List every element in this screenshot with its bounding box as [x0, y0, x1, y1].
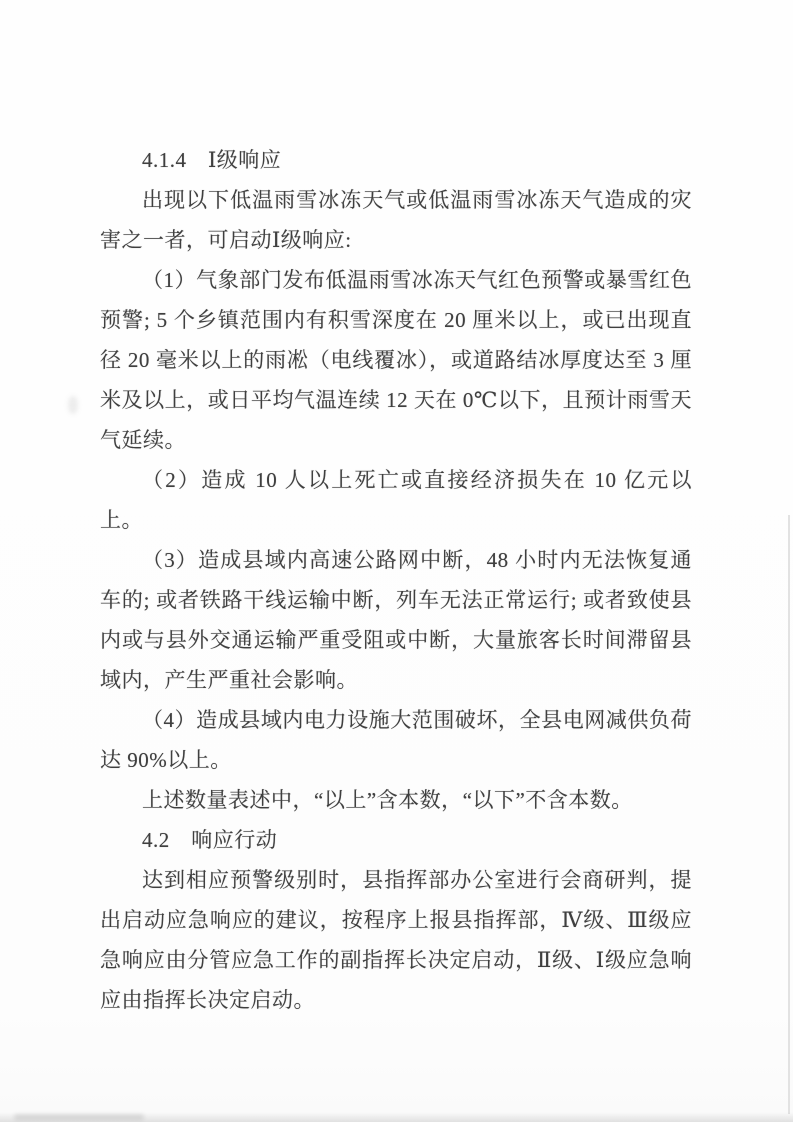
scan-bottom-left-smudge: [14, 1114, 144, 1120]
scan-right-edge-shadow: [788, 515, 790, 1114]
paragraph-condition-2: （2）造成 10 人以上死亡或直接经济损失在 10 亿元以上。: [100, 468, 692, 532]
paragraph-quantity-note: 上述数量表述中，“以上”含本数，“以下”不含本数。: [142, 788, 633, 812]
section-heading-4-2: 4.2 响应行动: [142, 828, 278, 852]
paragraph-condition-3: （3）造成县域内高速公路网中断，48 小时内无法恢复通车的; 或者铁路干线运输中断，列车无法正常运行; 或者致使县内或与县外交通运输严重受阻或中断，大量旅客长时间滞留县域内，产生严重社会影响。: [100, 548, 692, 692]
paragraph-condition-4: （4）造成县域内电力设施大范围破坏，全县电网减供负荷达 90%以上。: [100, 708, 692, 772]
paragraph-condition-1: （1）气象部门发布低温雨雪冰冻天气红色预警或暴雪红色预警; 5 个乡镇范围内有积雪深度在 20 厘米以上，或已出现直径 20 毫米以上的雨凇（电线覆冰），或道路结冰厚度达至 3 厘米及以上，或日平均气温连续 12 天在 0℃以下，且预计雨雪天气延续。: [100, 268, 692, 452]
scan-margin-smudge: [68, 396, 78, 414]
paragraph-trigger-intro: 出现以下低温雨雪冰冻天气或低温雨雪冰冻天气造成的灾害之一者，可启动Ⅰ级响应:: [100, 188, 692, 252]
section-heading-4-1-4: 4.1.4 Ⅰ级响应: [142, 148, 282, 172]
document-body-text: [100, 140, 692, 1020]
paragraph-response-action: 达到相应预警级别时，县指挥部办公室进行会商研判，提出启动应急响应的建议，按程序上报县指挥部，Ⅳ级、Ⅲ级应急响应由分管应急工作的副指挥长决定启动，Ⅱ级、Ⅰ级应急响应由指挥长决定启动。: [100, 868, 692, 1012]
